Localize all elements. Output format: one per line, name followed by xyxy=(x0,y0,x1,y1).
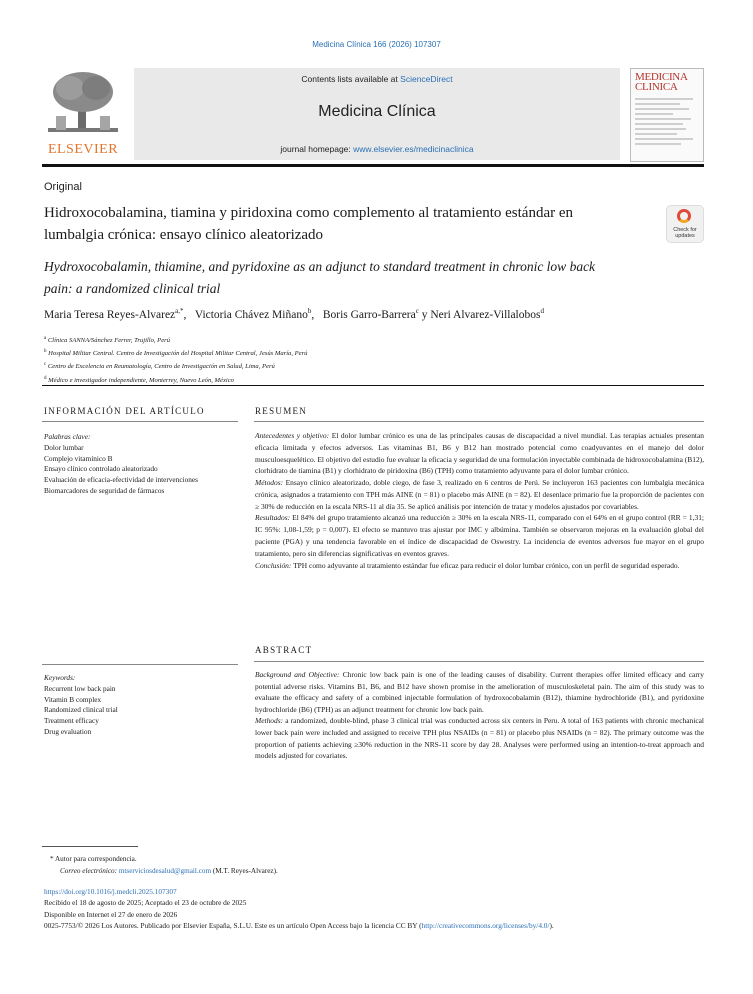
keywords-es-label: Palabras clave: xyxy=(44,432,91,441)
affiliation-item: $^a$ Clínica SANNA/Sánchez Ferrer, Trujillo, Perú xyxy=(44,336,170,345)
cover-title: MEDICINA CLINICA xyxy=(635,71,687,93)
author-conjunction: y xyxy=(421,308,428,321)
license-line: 0025-7753/© 2026 Los Autores. Publicado por Elsevier España, S.L.U. Este es un artículo Open Access bajo la licencia CC BY (http://creativecommons.org/licenses/by/4.0/). xyxy=(44,921,554,931)
keyword-item: Recurrent low back pain xyxy=(44,683,116,693)
article-title-en: Hydroxocobalamin, thiamine, and pyridoxine as an adjunct to standard treatment in chronic low back pain: a randomized clinical trial xyxy=(44,259,596,296)
keywords-en-rule xyxy=(42,664,238,665)
section-divider xyxy=(42,385,704,386)
abstract-body xyxy=(255,669,704,762)
affiliation-list xyxy=(44,333,704,386)
footnote-rule xyxy=(42,846,138,847)
resumen-paragraph: Resultados: El 84% del grupo tratamiento alcanzó una reducción ≥ 30% en la escala NRS-11, comparado con el 64% en el grupo control (RR = 1,31; IC 95%: 1,08-1,59; p = 0,007). El efecto se mantuvo tras ajustar por IMC y albúmina. También se observaron mejoras en la evaluación global del paciente (PGA) y una tendencia favorable en el índice de discapacidad de Oswestry. La incidencia de eventos adversos fue mayor en el grupo tratamiento, pero sin diferencias significativas en eventos graves. xyxy=(255,513,705,558)
keywords-es xyxy=(44,432,240,497)
check-updates-icon xyxy=(677,209,691,223)
footnotes xyxy=(50,853,700,877)
abstract-rule xyxy=(254,661,704,662)
author-name[interactable]: Maria Teresa Reyes-Alvarez xyxy=(44,308,176,321)
email-note: Correo electrónico: mtserviciosdesalud@gmail.com (M.T. Reyes-Alvarez). xyxy=(60,867,278,875)
header-rule xyxy=(42,164,704,167)
author-affil-sup[interactable]: c xyxy=(415,307,419,315)
cover-text-lines xyxy=(635,98,699,145)
author-affil-sup[interactable]: b xyxy=(307,307,312,315)
article-info-rule xyxy=(42,421,238,422)
resumen-paragraph: Conclusión: TPH como adyuvante al tratamiento estándar fue eficaz para reducir el dolor lumbar crónico, con un perfil de seguridad esperado. xyxy=(255,560,680,570)
article-type: Original xyxy=(44,181,82,193)
affiliation-item: $^d$ Médico e investigador independiente, Monterrey, Nuevo León, México xyxy=(44,375,234,384)
email-link[interactable]: mtserviciosdesalud@gmail.com xyxy=(118,867,212,875)
resumen-heading: RESUMEN xyxy=(255,406,308,416)
keyword-item: Biomarcadores de seguridad de fármacos xyxy=(44,485,165,495)
keywords-en xyxy=(44,673,240,738)
received-dates: Recibido el 18 de agosto de 2025; Aceptado el 23 de octubre de 2025 xyxy=(44,898,247,908)
journal-citation[interactable]: Medicina Clínica 166 (2026) 107307 xyxy=(312,40,441,49)
affiliation-item: $^b$ Hospital Militar Central. Centro de Investigación del Hospital Militar Central, Jesús María, Perú xyxy=(44,349,308,358)
resumen-paragraph: Métodos: Ensayo clínico aleatorizado, doble ciego, de fase 3, realizado en 6 centros de Perú. Se incluyeron 163 pacientes con lumbalgia mecánica crónica, asignados a tratamiento con TPH más AINE (n = 81) o placebo más AINE (n = 82). El desenlace primario fue la proporción de pacientes con ≥ 30% de reducción en la escala NRS-11 al día 35. Se aplicó análisis por intención de tratar y modelos ajustados por covariables. xyxy=(255,478,705,511)
resumen-rule xyxy=(254,421,704,422)
author-list: Maria Teresa Reyes-Alvarez$^{a,*}$, Victoria Chávez Miñano$^b$, Boris Garro-Barrera$^c$ y Neri Alvarez-Villalobos$^d$ xyxy=(44,307,544,321)
elsevier-tree-icon xyxy=(42,70,124,136)
contents-prefix: Contents lists available at xyxy=(301,74,398,84)
sciencedirect-link[interactable]: ScienceDirect xyxy=(400,74,453,84)
article-info-heading: INFORMACIÓN DEL ARTÍCULO xyxy=(44,406,205,416)
affiliation-item: $^c$ Centro de Excelencia en Reumatología, Centro de Investigación en Salud, Lima, Perú xyxy=(44,362,275,371)
author-name[interactable]: Victoria Chávez Miñano xyxy=(194,308,308,321)
keyword-item: Evaluación de eficacia-efectividad de intervenciones xyxy=(44,475,198,485)
journal-cover-thumbnail[interactable] xyxy=(630,68,704,162)
license-link[interactable]: http://creativecommons.org/licenses/by/4.0/ xyxy=(421,921,550,931)
online-date: Disponible en Internet el 27 de enero de 2026 xyxy=(44,909,178,919)
keyword-item: Treatment efficacy xyxy=(44,716,99,726)
keyword-item: Complejo vitamínico B xyxy=(44,453,113,463)
abstract-paragraph: Background and Objective: Chronic low back pain is one of the leading causes of disability. Current therapies offer limited efficacy and carry potential adverse risks. Vitamins B1, B6, and B12 have shown promise in the amelioration of musculoskeletal pain. The aim of this study was to evaluate the efficacy and safety of a combined injectable formulation of hydroxocobalamin (B12), thiamine hydrochloride (B1), and pyridoxine hydrochloride (B6) (TPH) as an adjunct treatment for chronic low back pain. xyxy=(255,670,705,714)
check-for-updates-button[interactable] xyxy=(666,205,704,243)
abstract-heading: ABSTRACT xyxy=(255,645,313,655)
author-affil-sup[interactable]: a,* xyxy=(175,307,184,315)
homepage-prefix: journal homepage: xyxy=(280,144,351,154)
corresponding-note: * Autor para correspondencia. xyxy=(50,855,137,863)
keyword-item: Dolor lumbar xyxy=(44,442,84,452)
elsevier-logo[interactable] xyxy=(42,68,124,158)
doi-link[interactable]: https://doi.org/10.1016/j.medcli.2025.107307 xyxy=(44,887,177,896)
keyword-item: Ensayo clínico controlado aleatorizado xyxy=(44,464,158,474)
resumen-body xyxy=(255,430,704,571)
keyword-item: Drug evaluation xyxy=(44,726,92,736)
contents-available-line xyxy=(134,74,620,84)
journal-title: Medicina Clínica xyxy=(318,103,436,120)
elsevier-wordmark: ELSEVIER xyxy=(47,142,119,157)
check-updates-label: Check for updates xyxy=(673,227,697,239)
author-affil-sup[interactable]: d xyxy=(540,307,544,315)
journal-homepage-link[interactable]: www.elsevier.es/medicinaclinica xyxy=(353,144,474,154)
abstract-paragraph: Methods: a randomized, double-blind, phase 3 clinical trial was conducted across six centers in Peru. A total of 163 patients with chronic mechanical lower back pain were included and assigned to receive TPH plus NSAIDs (n = 81) or placebo plus NSAIDs (n = 82). The primary outcome was the proportion of patients achieving ≥30% reduction in the NRS-11 score by day 28. Analyses were performed using an intention-to-treat approach and models adjusted for covariates. xyxy=(255,716,705,761)
author-name[interactable]: Neri Alvarez-Villalobos xyxy=(430,308,541,321)
publication-info xyxy=(44,886,706,932)
author-name[interactable]: Boris Garro-Barrera xyxy=(322,308,416,321)
keywords-en-label: Keywords: xyxy=(44,673,76,682)
journal-homepage-line xyxy=(134,144,620,154)
keyword-item: Vitamin B complex xyxy=(44,694,102,704)
article-title-es: Hidroxocobalamina, tiamina y piridoxina como complemento al tratamiento estándar en lumbalgia crónica: ensayo clínico aleatorizado xyxy=(44,205,573,243)
keyword-item: Randomized clinical trial xyxy=(44,705,118,715)
resumen-paragraph: Antecedentes y objetivo: El dolor lumbar crónico es una de las principales causas de discapacidad a nivel mundial. Las terapias actuales presentan eficacia limitada y efectos adversos. Las vitaminas B1, B6 y B12 han mostrado potencial como coadyuvantes en el manejo del dolor musculoesquelético. El objetivo del estudio fue evaluar la eficacia y seguridad de una formulación inyectable combinada de hidroxocobalamina (B12), clorhidrato de tiamina (B1) y clorhidrato de piridoxina (B6) (TPH) como tratamiento adyuvante para el dolor lumbar crónico. xyxy=(255,431,705,476)
